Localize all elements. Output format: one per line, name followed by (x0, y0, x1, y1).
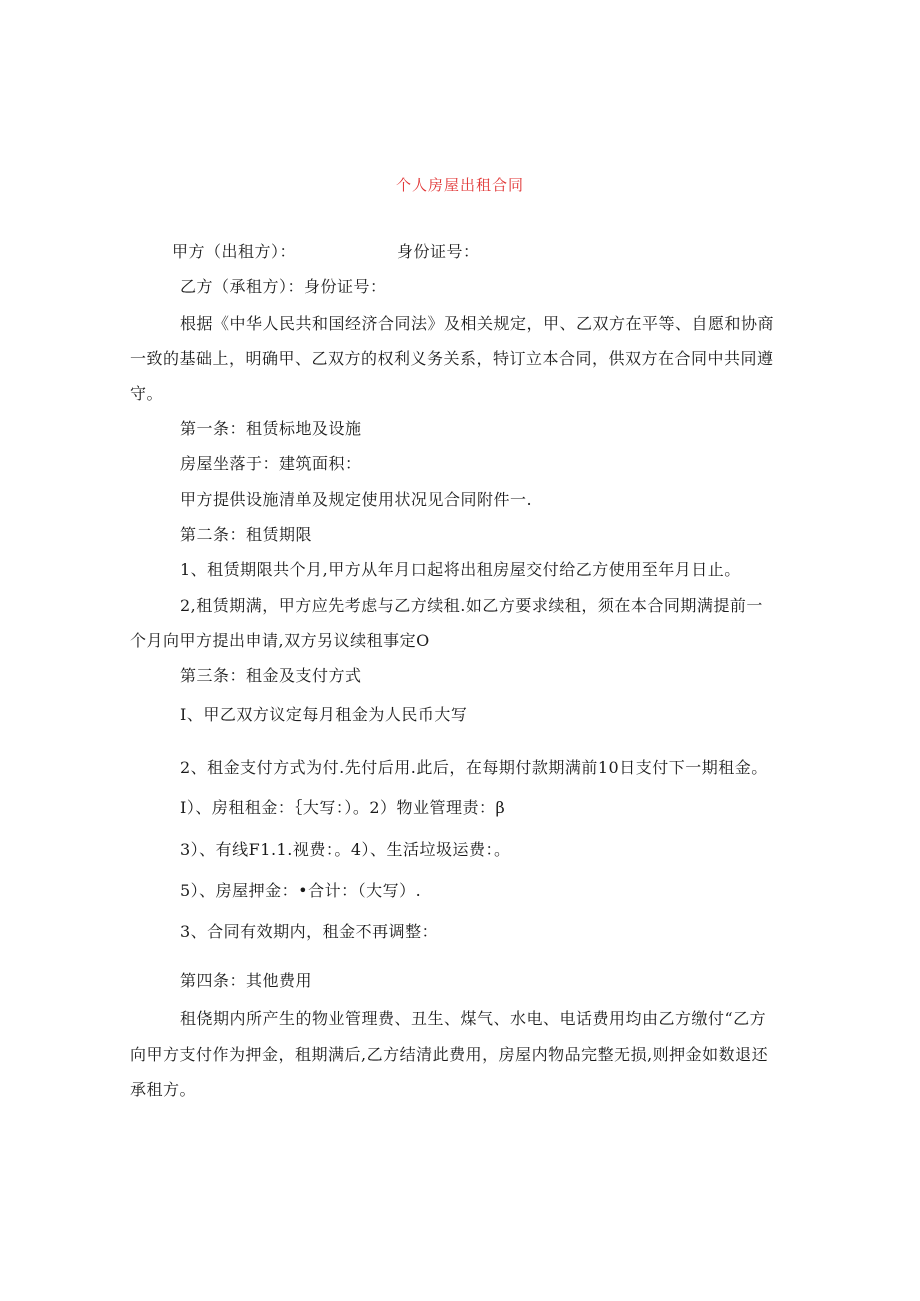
document-title: 个人房屋出租合同 (395, 176, 524, 194)
article4-line1: 租侥期内所产生的物业管理费、丑生、煤气、水电、电话费用均由乙方缴付“乙方 (180, 1009, 767, 1028)
article4-line3: 承租方。 (130, 1080, 197, 1099)
intro-line-1: 根据《中华人民共和国经济合同法》及相关规定，甲、乙双方在平等、自愿和协商 (180, 314, 775, 333)
article2-item1: 1、租赁期限共个月,甲方从年月口起将出租房屋交付给乙方使用至年月日止。 (180, 560, 741, 579)
article1-heading: 第一条：租赁标地及设施 (180, 419, 362, 438)
party-a-id-label: 身份证号： (397, 242, 480, 261)
article3-item3: 3、合同有效期内，租金不再调整： (180, 922, 439, 941)
article2-heading: 第二条：租赁期限 (180, 525, 313, 544)
party-a-label: 甲方（出租方）： (172, 242, 297, 261)
intro-line-2: 一致的基础上，明确甲、乙双方的权利义务关系，特订立本合同，供双方在合同中共同遵 (130, 349, 774, 368)
article3-item2: 2、租金支付方式为付.先付后用.此后，在每期付款期满前10日支付下一期租金。 (180, 758, 768, 777)
party-b-line: 乙方（承租方）：身份证号： (180, 277, 387, 296)
article2-item2-line2: 个月向甲方提出申请,双方另议续租事定O (130, 631, 430, 650)
article4-line2: 向甲方支付作为押金，租期满后,乙方结清此费用，房屋内物品完整无损,则押金如数退还 (130, 1045, 769, 1064)
article3-sub5: 5）、房屋押金：•合计：（大写）. (180, 881, 422, 900)
article1-facilities: 甲方提供设施清单及规定使用状况见合同附件一. (180, 490, 533, 509)
article4-heading: 第四条：其他费用 (180, 971, 313, 990)
intro-line-3: 守。 (130, 384, 164, 403)
article3-item1: I、甲乙双方议定每月租金为人民币大写 (180, 705, 468, 724)
article3-heading: 第三条：租金及支付方式 (180, 666, 362, 685)
article1-location: 房屋坐落于：建筑面积： (180, 454, 362, 473)
article3-sub1: I）、房租租金：｛大写：）。2）物业管理责：β (180, 798, 506, 817)
article3-sub3: 3）、有线F1.1.视费：。4）、生活垃圾运费：。 (180, 840, 511, 859)
article2-item2-line1: 2,租赁期满，甲方应先考虑与乙方续租.如乙方要求续租，须在本合同期满提前一 (180, 596, 763, 615)
